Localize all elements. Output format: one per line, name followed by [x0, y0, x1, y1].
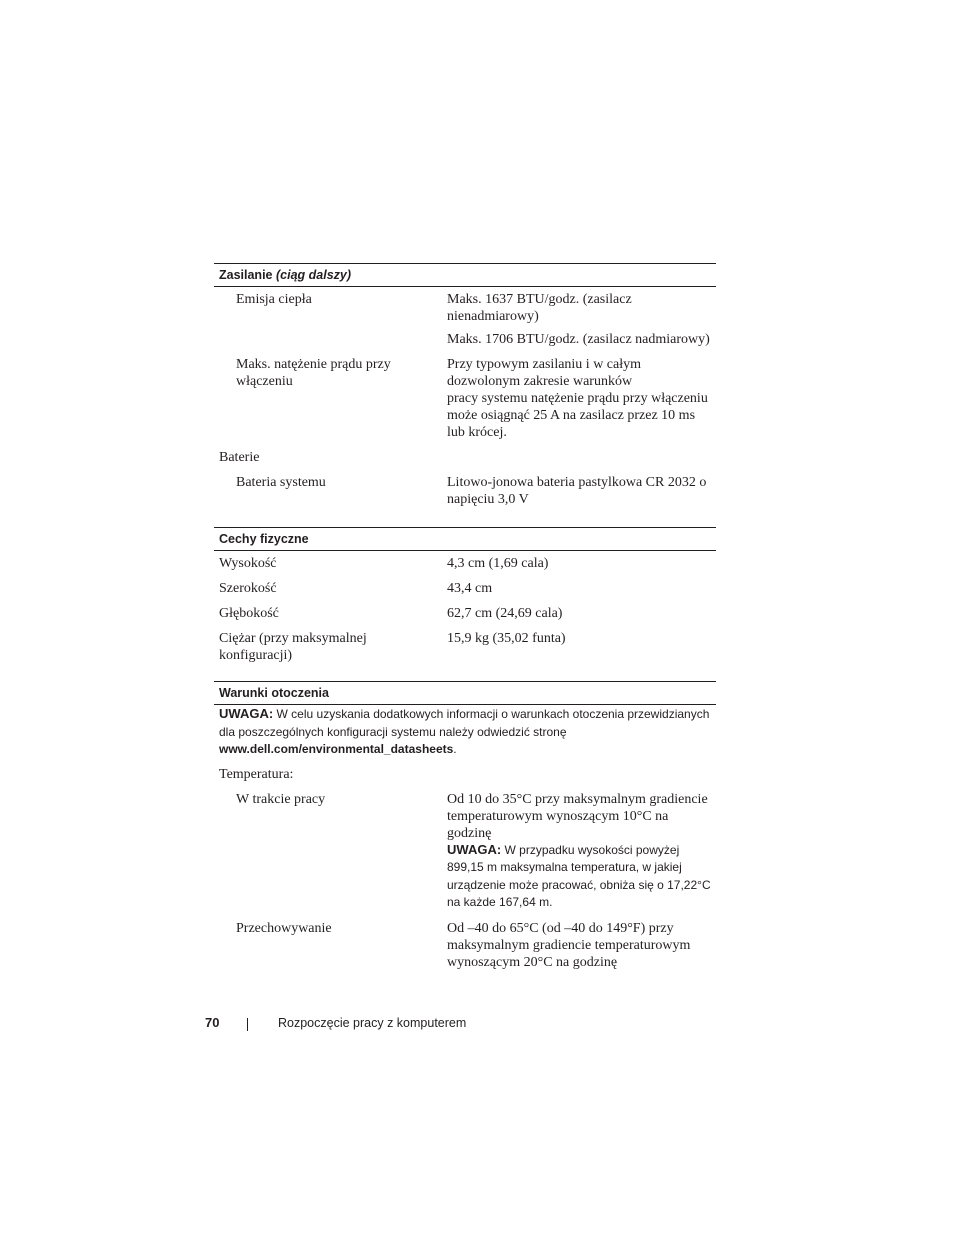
- spec-row-weight: [214, 630, 716, 664]
- section-title-physical: Cechy fizyczne: [219, 532, 309, 546]
- spec-value-storage: Od –40 do 65°C (od –40 do 149°F) przy maksymalnym gradiencie temperaturowym wynoszącym 20°C na godzinę: [447, 920, 691, 970]
- spec-row-batteries: [214, 449, 716, 466]
- datasheets-link[interactable]: www.dell.com/environmental_datasheets: [219, 742, 454, 756]
- section-header-physical: [214, 527, 716, 551]
- heat-value-redundant: Maks. 1706 BTU/godz. (zasilacz nadmiarowy): [447, 332, 710, 347]
- operating-value: Od 10 do 35°C przy maksymalnym gradiencie temperaturowym wynoszącym 10°C na godzinę: [447, 791, 708, 841]
- section-header-environment: [214, 681, 716, 705]
- page-number: 70: [205, 1015, 220, 1030]
- heat-value-nonredundant: Maks. 1637 BTU/godz. (zasilacz nienadmiarowy): [447, 292, 632, 324]
- section-title-continued: (ciąg dalszy): [275, 268, 352, 282]
- section-header-power: [214, 263, 716, 287]
- spec-label-operating: W trakcie pracy: [236, 791, 326, 807]
- spec-label-heat: Emisja ciepła: [236, 292, 312, 307]
- spec-row-battery: [214, 474, 716, 508]
- spec-value-width: 43,4 cm: [447, 581, 493, 596]
- spec-row-heat: [214, 291, 716, 348]
- spec-label-height: Wysokość: [219, 556, 277, 571]
- footer-separator: [247, 1018, 248, 1031]
- spec-label-weight: Ciężar (przy maksymalnej konfiguracji): [219, 631, 367, 663]
- page-footer: [0, 1015, 954, 1035]
- spec-value-inrush: [447, 356, 716, 441]
- section-title-environment: Warunki otoczenia: [219, 686, 329, 700]
- note-text: W celu uzyskania dodatkowych informacji o warunkach otoczenia przewidzianych dla poszczególnych konfiguracji systemu należy odwiedzić stronę: [219, 707, 710, 739]
- spec-label-depth: Głębokość: [219, 606, 279, 621]
- spec-label-width: Szerokość: [219, 581, 277, 596]
- spec-row-width: [214, 580, 716, 597]
- spec-label-batteries: Baterie: [219, 450, 260, 465]
- spec-row-storage: [214, 920, 716, 971]
- footer-title: Rozpoczęcie pracy z komputerem: [278, 1016, 467, 1030]
- operating-note-label: UWAGA:: [447, 841, 502, 857]
- environment-note: [214, 705, 716, 759]
- spec-table: [214, 263, 716, 971]
- spec-label-temperature: Temperatura:: [219, 766, 294, 782]
- spec-label-inrush: Maks. natężenie prądu przy włączeniu: [236, 357, 391, 389]
- operating-note: [447, 841, 716, 912]
- spec-value-battery: Litowo-jonowa bateria pastylkowa CR 2032 o napięciu 3,0 V: [447, 475, 707, 507]
- spec-label-battery: Bateria systemu: [236, 475, 326, 490]
- inrush-value-line1: Przy typowym zasilaniu i w całym dozwolonym zakresie warunków: [447, 357, 642, 389]
- spec-row-inrush: [214, 356, 716, 441]
- spec-label-storage: Przechowywanie: [236, 920, 332, 936]
- operating-note-text: W przypadku wysokości powyżej 899,15 m maksymalna temperatura, w jakiej urządzenie może pracować, obniża się o 17,22°C na każde 167,64 m.: [447, 842, 711, 909]
- note-label: UWAGA:: [219, 706, 274, 721]
- spec-row-temperature: [214, 766, 716, 783]
- spec-value-heat: [447, 291, 716, 348]
- spec-row-depth: [214, 605, 716, 622]
- note-end: .: [453, 742, 457, 756]
- spec-value-height: 4,3 cm (1,69 cala): [447, 556, 549, 571]
- spec-value-operating: [447, 791, 716, 912]
- inrush-value-line2: pracy systemu natężenie prądu przy włączeniu może osiągnąć 25 A na zasilacz przez 10 ms lub krócej.: [447, 391, 708, 440]
- spec-row-operating: [214, 791, 716, 912]
- spec-value-depth: 62,7 cm (24,69 cala): [447, 606, 563, 621]
- spec-row-height: [214, 555, 716, 572]
- spec-value-weight: 15,9 kg (35,02 funta): [447, 631, 566, 646]
- section-title-power: Zasilanie: [219, 268, 273, 282]
